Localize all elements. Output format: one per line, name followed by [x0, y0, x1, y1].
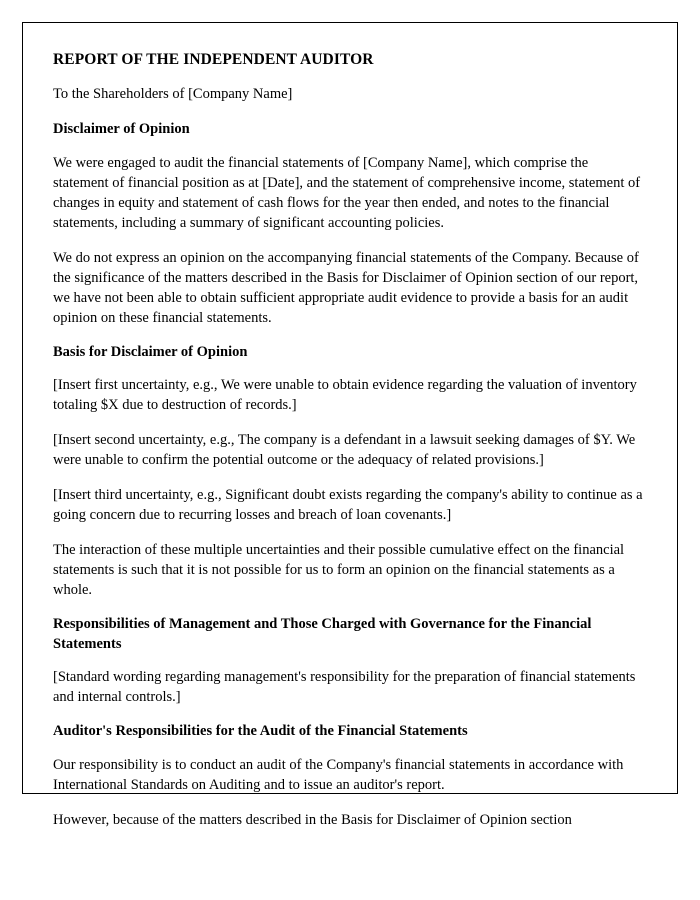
section-heading-auditors-responsibilities: Auditor's Responsibilities for the Audit of the Financial Statements	[53, 723, 468, 740]
paragraph: We were engaged to audit the financial statements of [Company Name], which comprise the statement of financial position as at [Date], and the statement of comprehensive income, statement of changes in equity and statement of cash flows for the year then ended, and notes to the financial statements, including a summary of significant accounting policies.	[53, 154, 641, 231]
paragraph: [Insert second uncertainty, e.g., The company is a defendant in a lawsuit seeking damages of $Y. We were unable to confirm the potential outcome or the adequacy of related provisions.]	[53, 432, 636, 469]
paragraph: We do not express an opinion on the accompanying financial statements of the Company. Because of the significance of the matters described in the Basis for Disclaimer of Opinion section of our report, we have not been able to obtain sufficient appropriate audit evidence to provide a basis for an audit opinion on these financial statements.	[53, 249, 639, 326]
section-heading-disclaimer-of-opinion: Disclaimer of Opinion	[53, 121, 190, 137]
paragraph: Our responsibility is to conduct an audit of the Company's financial statements in accordance with International Standards on Auditing and to issue an auditor's report.	[53, 756, 624, 793]
document-frame	[22, 22, 678, 828]
paragraph: [Standard wording regarding management's responsibility for the preparation of financial statements and internal controls.]	[53, 669, 636, 706]
document-body	[23, 23, 677, 830]
report-title: REPORT OF THE INDEPENDENT AUDITOR	[53, 51, 374, 68]
section-heading-basis-for-disclaimer-of-opinion: Basis for Disclaimer of Opinion	[53, 343, 248, 360]
section-heading-responsibilities-of-management: Responsibilities of Management and Those Charged with Governance for the Financial Statements	[53, 616, 592, 652]
paragraph: The interaction of these multiple uncertainties and their possible cumulative effect on the financial statements is such that it is not possible for us to form an opinion on the financial statements as a whole.	[53, 542, 625, 599]
paragraph: [Insert third uncertainty, e.g., Significant doubt exists regarding the company's ability to continue as a going concern due to recurring losses and breach of loan covenants.]	[53, 487, 643, 524]
paragraph-clipped: However, because of the matters described in the Basis for Disclaimer of Opinion section	[53, 811, 572, 828]
paragraph: [Insert first uncertainty, e.g., We were unable to obtain evidence regarding the valuation of inventory totaling $X due to destruction of records.]	[53, 377, 637, 414]
addressee-line: To the Shareholders of [Company Name]	[53, 86, 293, 102]
